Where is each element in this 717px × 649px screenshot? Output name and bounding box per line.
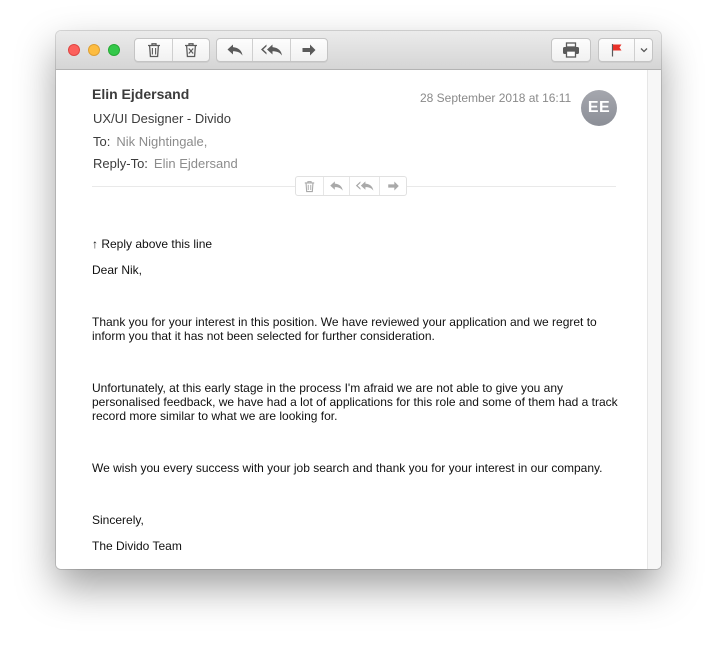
reply-to-label: Reply-To: [93,156,148,171]
sender-name: Elin Ejdersand [92,86,190,102]
flag-icon [611,43,623,57]
delete-button[interactable] [135,39,173,61]
body-paragraph: Unfortunately, at this early stage in the process I'm afraid we are not able to give you any personalised feedback, we have had a lot of applications for this role and some of them had a track record more similar to what we are looking for. [92,381,618,423]
flag-options-button[interactable] [635,39,652,61]
message-viewer [56,70,661,569]
reply-icon [329,180,344,192]
delete-junk-group [134,38,210,62]
forward-button[interactable] [291,39,327,61]
mail-window [56,31,661,569]
closing: Sincerely, [92,513,144,527]
trash-icon [147,42,161,58]
greeting: Dear Nik, [92,263,143,277]
body-paragraph: We wish you every success with your job search and thank you for your interest in our company. [92,461,603,475]
junk-icon [184,42,198,58]
inline-reply-button[interactable] [324,177,350,195]
zoom-window-button[interactable] [108,44,120,56]
forward-icon [301,43,317,57]
reply-all-button[interactable] [253,39,291,61]
print-icon [562,42,580,58]
signature: The Divido Team [92,539,182,553]
body-paragraph: Thank you for your interest in this position. We have reviewed your application and we regret to inform you that it has not been selected for further consideration. [92,315,597,343]
minimize-window-button[interactable] [88,44,100,56]
message-date: 28 September 2018 at 16:11 [420,91,572,105]
reply-all-icon [260,43,284,57]
message-subject: UX/UI Designer - Divido [93,111,231,126]
reply-group [216,38,328,62]
close-window-button[interactable] [68,44,80,56]
to-recipient[interactable]: Nik Nightingale, [116,134,208,149]
flag-group [598,38,653,62]
to-label: To: [93,134,111,149]
inline-reply-all-button[interactable] [350,177,380,195]
reply-all-icon [355,180,375,192]
flag-button[interactable] [599,39,635,61]
reply-marker: ↑ Reply above this line [92,237,213,251]
junk-button[interactable] [173,39,209,61]
trash-icon [304,180,315,193]
inline-actions [295,176,407,196]
avatar: EE [581,90,617,126]
to-line [93,134,207,149]
title-bar [56,31,661,70]
inline-delete-button[interactable] [296,177,324,195]
reply-to-recipient[interactable]: Elin Ejdersand [153,156,238,171]
reply-button[interactable] [217,39,253,61]
chevron-down-icon [640,47,648,53]
print-button[interactable] [552,39,590,61]
forward-icon [387,180,400,192]
inline-forward-button[interactable] [380,177,406,195]
print-group [551,38,591,62]
scrollbar[interactable] [647,70,661,569]
reply-to-line [93,156,238,171]
reply-icon [226,43,244,57]
